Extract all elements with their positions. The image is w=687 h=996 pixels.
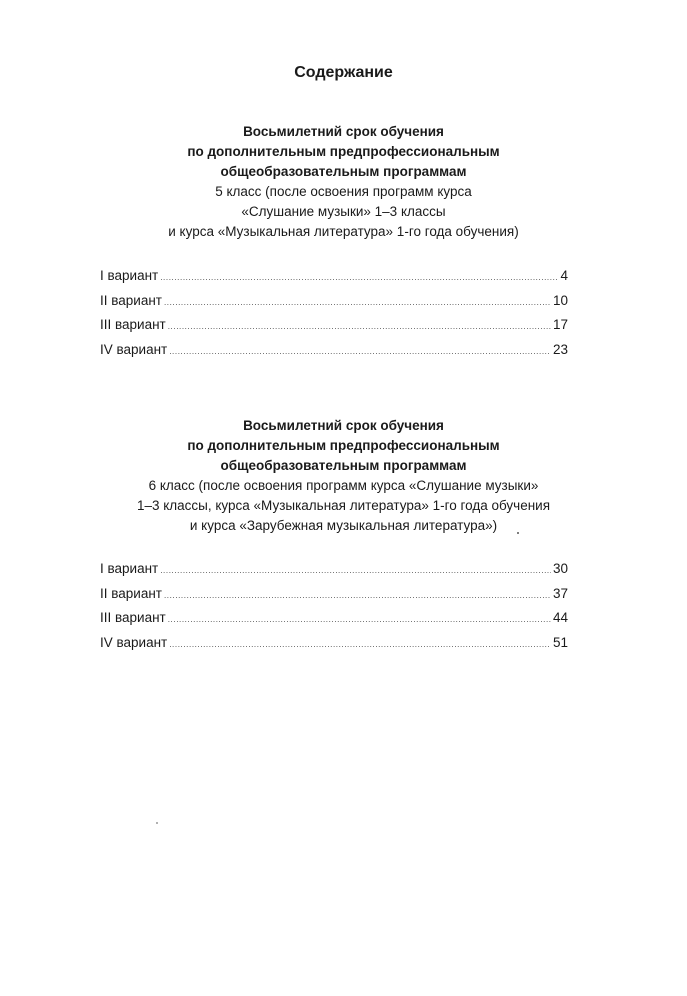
dot-leader (168, 322, 551, 331)
heading-line: 6 класс (после освоения программ курса «Слушание музыки» (148, 478, 539, 493)
heading-line: и курса «Музыкальная литература» 1-го года обучения) (168, 224, 519, 239)
toc-entry-page: 10 (552, 292, 568, 308)
heading-line: и курса «Зарубежная музыкальная литература») (189, 518, 498, 533)
toc-entry[interactable] (100, 293, 568, 318)
toc-entry-label: I вариант (100, 561, 159, 576)
section-1-toc (100, 268, 568, 366)
toc-entry[interactable] (100, 561, 568, 586)
heading-line: общеобразовательным программам (220, 458, 467, 473)
section-2-toc (100, 561, 568, 659)
toc-entry-label: III вариант (100, 317, 166, 332)
heading-line: общеобразовательным программам (220, 164, 467, 179)
toc-entry-label: I вариант (100, 268, 159, 283)
dot-leader (169, 347, 551, 356)
toc-entry-label: II вариант (100, 585, 162, 601)
toc-entry-page: 4 (560, 268, 568, 283)
dot-leader (160, 273, 558, 282)
page-title: Содержание (294, 64, 393, 81)
toc-entry[interactable] (100, 586, 568, 611)
heading-line: 1–3 классы, курса «Музыкальная литература» 1-го года обучения (136, 498, 551, 513)
scan-speck (156, 822, 158, 824)
toc-entry[interactable] (100, 610, 568, 635)
dot-leader (169, 640, 551, 649)
section-heading (0, 416, 687, 536)
heading-line: по дополнительным предпрофессиональным (187, 438, 500, 453)
toc-entry-label: II вариант (100, 292, 162, 308)
toc-entry[interactable] (100, 317, 568, 342)
toc-entry[interactable] (100, 342, 568, 367)
heading-line: Восьмилетний срок обучения (243, 418, 444, 433)
dot-leader (168, 615, 551, 624)
section-2-heading (0, 416, 687, 536)
dot-leader (164, 298, 551, 307)
heading-line: 5 класс (после освоения программ курса (215, 184, 472, 199)
toc-entry-page: 23 (552, 341, 568, 357)
section-heading (0, 122, 687, 242)
toc-entry[interactable] (100, 635, 568, 660)
heading-line: Восьмилетний срок обучения (243, 124, 444, 139)
toc-entry-page: 37 (552, 585, 568, 601)
toc-entry-label: IV вариант (100, 634, 168, 650)
toc-entry-label: III вариант (100, 610, 166, 625)
toc-entry-page: 51 (552, 634, 568, 650)
toc-entry[interactable] (100, 268, 568, 293)
heading-line: по дополнительным предпрофессиональным (187, 144, 500, 159)
toc-entry-page: 17 (552, 317, 568, 332)
toc-entry-label: IV вариант (100, 341, 168, 357)
heading-line: «Слушание музыки» 1–3 классы (241, 204, 446, 219)
dot-leader (164, 591, 551, 600)
dot-leader (160, 566, 551, 575)
toc-entry-page: 30 (552, 561, 568, 576)
toc-entry-page: 44 (552, 610, 568, 625)
scan-speck (517, 532, 519, 534)
section-1-heading (0, 122, 687, 242)
